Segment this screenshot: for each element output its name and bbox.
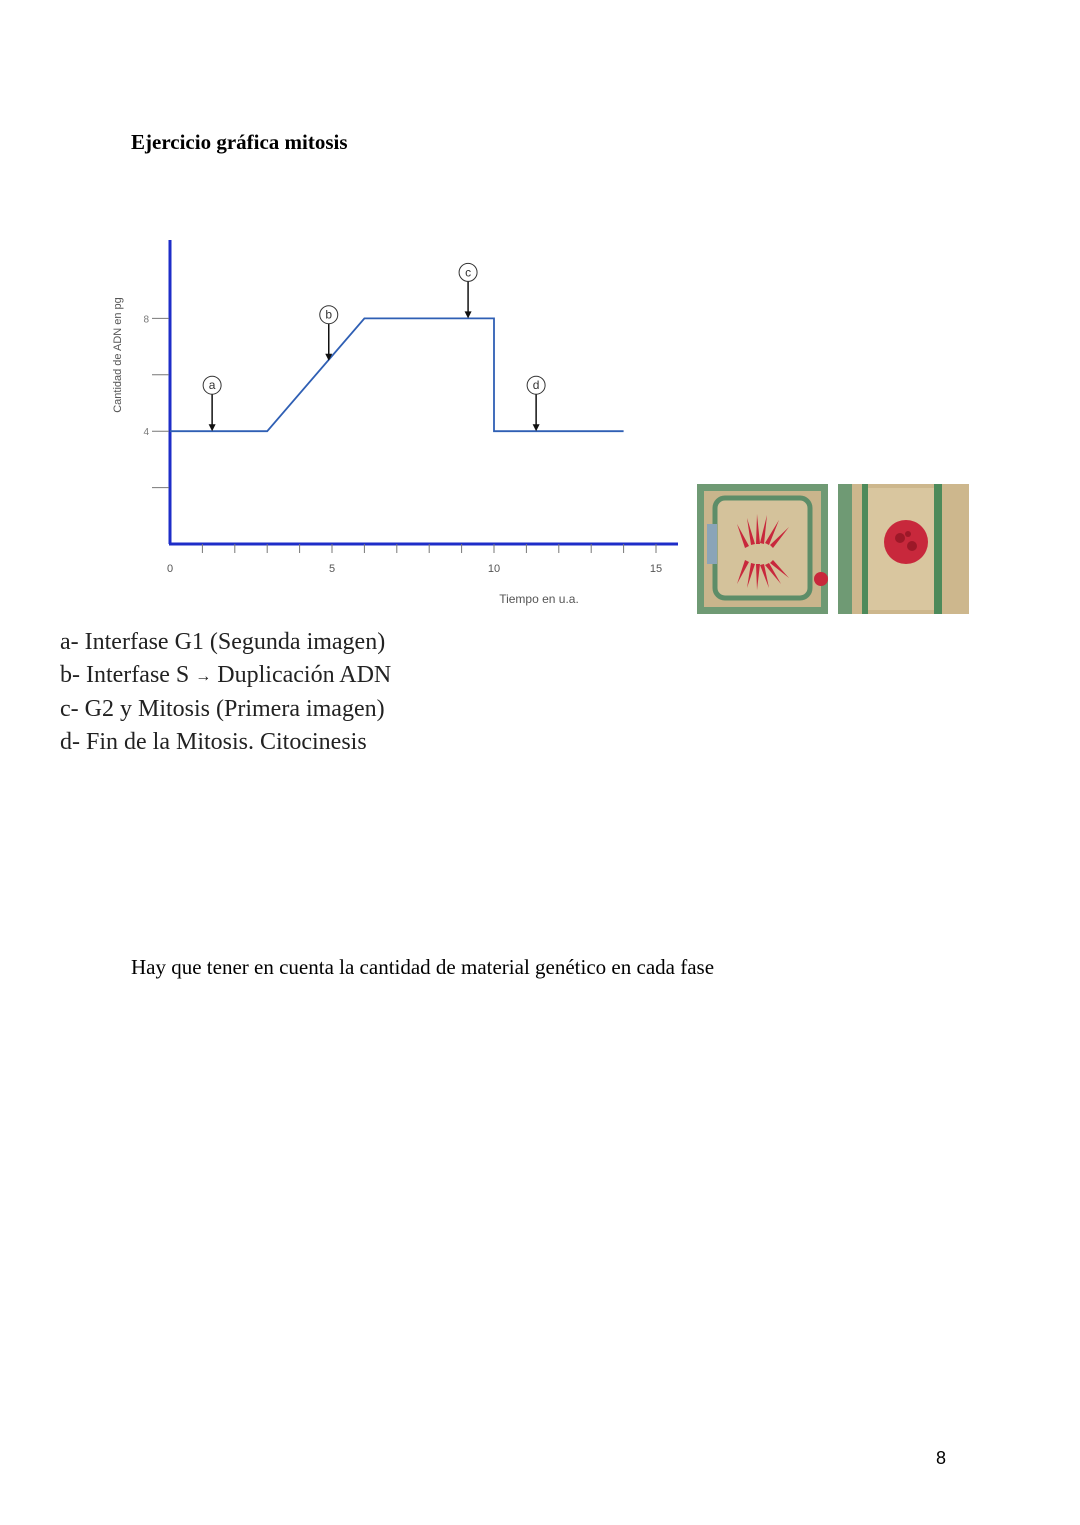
note-text: Hay que tener en cuenta la cantidad de material genético en cada fase xyxy=(131,955,715,979)
y-tick-label-4: 4 xyxy=(143,427,149,439)
x-axis-label: Tiempo en u.a. xyxy=(499,592,579,606)
x-tick-label-10: 10 xyxy=(487,563,501,575)
answer-b xyxy=(60,659,391,693)
annotation-arrowhead-a xyxy=(209,424,216,431)
x-tick-label-5: 5 xyxy=(328,563,336,575)
series-line-dna xyxy=(170,318,624,431)
answer-c: c- G2 y Mitosis (Primera imagen) xyxy=(60,695,385,722)
answer-list xyxy=(60,626,391,759)
y-tick-label-8: 8 xyxy=(143,314,149,326)
annotation-arrowhead-d xyxy=(533,424,540,431)
page-title: Ejercicio gráfica mitosis xyxy=(131,130,348,154)
answer-b-detail: Duplicación ADN xyxy=(217,662,392,688)
page-number: 8 xyxy=(936,1448,947,1468)
answer-d: d- Fin de la Mitosis. Citocinesis xyxy=(60,728,367,755)
arrow-icon: → xyxy=(195,667,212,685)
annotation-label-d: d xyxy=(532,378,540,393)
annotation-arrowhead-c xyxy=(465,311,472,318)
y-axis-label: Cantidad de ADN en pg xyxy=(112,297,124,413)
annotation-label-a: a xyxy=(208,378,216,393)
answer-a: a- Interfase G1 (Segunda imagen) xyxy=(60,629,386,655)
x-tick-label-0: 0 xyxy=(166,563,174,575)
mitosis-cell-image xyxy=(697,484,828,614)
interphase-cell-image xyxy=(838,484,969,614)
annotation-label-b: b xyxy=(325,307,333,322)
x-tick-label-15: 15 xyxy=(649,563,663,575)
annotation-label-c: c xyxy=(465,265,472,280)
answer-b-phase: b- Interfase S xyxy=(60,662,190,688)
dna-chart xyxy=(100,230,690,615)
